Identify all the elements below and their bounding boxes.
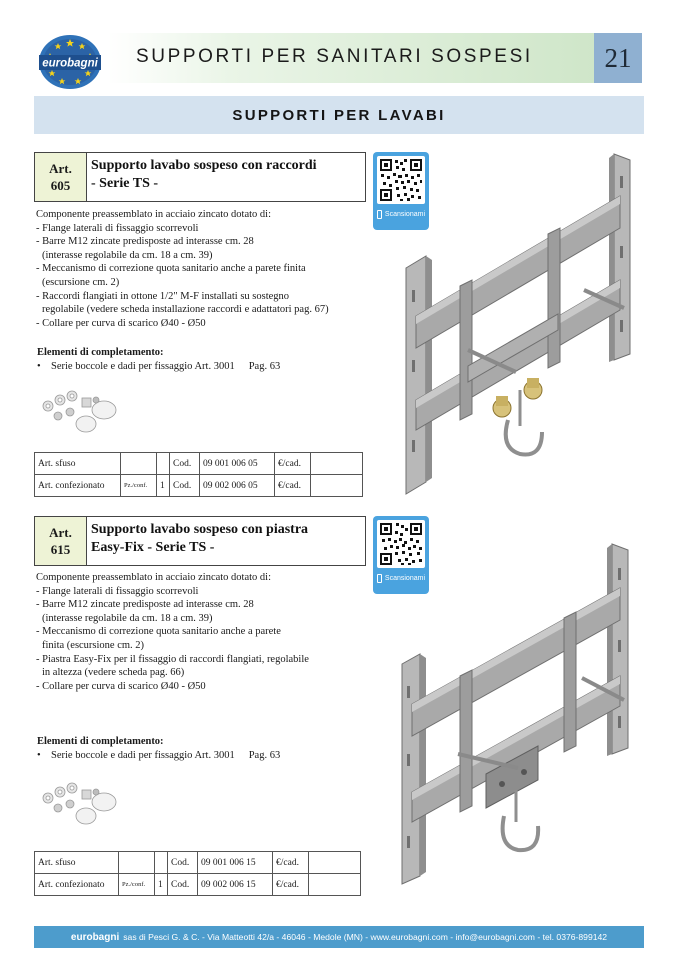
table-row — [35, 874, 361, 896]
article-label: Art. — [49, 161, 72, 176]
description-line: (interasse regolabile da cm. 18 a cm. 39) — [42, 612, 213, 624]
price — [309, 852, 361, 874]
section-title: SUPPORTI PER LAVABI — [232, 106, 446, 124]
price — [311, 453, 363, 475]
fixing-kit-image — [38, 780, 122, 828]
pz-conf: Pz./conf. — [121, 475, 157, 497]
elements-item-text: Serie boccole e dadi per fissaggio Art. 3001 — [51, 750, 235, 761]
description-line: Componente preassemblato in acciaio zincato dotato di: — [36, 572, 272, 583]
phone-icon — [377, 574, 382, 583]
product-title-line2: Easy-Fix - Serie TS - — [91, 540, 215, 555]
pz-conf: Pz./conf. — [119, 874, 155, 896]
pz-conf — [119, 852, 155, 874]
product-header-615 — [34, 516, 366, 566]
description-line: (interasse regolabile da cm. 18 a cm. 39) — [42, 249, 213, 261]
description-line: - Flange laterali di fissaggio scorrevoli — [36, 222, 199, 234]
price-unit: €/cad. — [273, 852, 309, 874]
description-line: - Raccordi flangiati in ottone 1/2" M-F installati su sostegno — [36, 290, 290, 302]
article-box — [35, 517, 87, 565]
elements-item-page: Pag. 63 — [248, 361, 281, 372]
footer-contact: sas di Pesci G. & C. - Via Matteotti 42/a - 46046 - Medole (MN) - www.eurobagni.com - info@eurobagni.com - tel. 0376-899142 — [123, 932, 608, 942]
elements-item — [37, 361, 280, 372]
article-number: 615 — [50, 542, 71, 557]
bullet: • — [37, 361, 41, 372]
elements-title: Elementi di completamento: — [37, 347, 164, 358]
cod-label: Cod. — [170, 475, 200, 497]
description-line: - Piastra Easy-Fix per il fissaggio di raccordi flangiati, regolabile — [36, 653, 309, 665]
row-label: Art. sfuso — [35, 453, 121, 475]
table-row — [35, 852, 361, 874]
price — [309, 874, 361, 896]
code: 09 002 006 15 — [198, 874, 273, 896]
eurobagni-logo — [38, 34, 102, 90]
product-drawing-605 — [398, 150, 640, 500]
elements-item — [37, 750, 280, 761]
bullet: • — [37, 750, 41, 761]
fixing-kit-image — [38, 388, 122, 436]
footer-bar — [34, 926, 644, 948]
code: 09 002 006 05 — [200, 475, 275, 497]
cod-label: Cod. — [168, 874, 198, 896]
article-box — [35, 153, 87, 201]
description-line: - Meccanismo di correzione quota sanitario anche a parete — [36, 626, 281, 638]
table-row — [35, 475, 363, 497]
price-unit: €/cad. — [275, 475, 311, 497]
pz-conf — [121, 453, 157, 475]
product-title-line2: - Serie TS - — [91, 176, 159, 191]
cod-label: Cod. — [168, 852, 198, 874]
description-line: - Barre M12 zincate predisposte ad interasse cm. 28 — [36, 236, 254, 248]
elements-item-page: Pag. 63 — [248, 750, 281, 761]
footer-brand: eurobagni — [70, 931, 120, 943]
product-description-605 — [36, 208, 366, 330]
qty — [155, 852, 168, 874]
description-line: Componente preassemblato in acciaio zincato dotato di: — [36, 209, 272, 220]
price-table-605 — [34, 452, 363, 497]
price-table-615 — [34, 851, 361, 896]
cod-label: Cod. — [170, 453, 200, 475]
qr-label-text: Scansionami — [384, 575, 425, 582]
code: 09 001 006 05 — [200, 453, 275, 475]
description-line: - Collare per curva di scarico Ø40 - Ø50 — [36, 317, 206, 329]
description-line: - Collare per curva di scarico Ø40 - Ø50 — [36, 680, 206, 692]
product-title — [91, 157, 363, 193]
description-line: - Flange laterali di fissaggio scorrevoli — [36, 585, 199, 597]
qty: 1 — [157, 475, 170, 497]
description-line: - Meccanismo di correzione quota sanitario anche a parete finita — [36, 263, 306, 275]
product-header-605 — [34, 152, 366, 202]
elements-title: Elementi di completamento: — [37, 736, 164, 747]
row-label: Art. confezionato — [35, 475, 121, 497]
description-line: finita (escursione cm. 2) — [42, 639, 145, 651]
section-band — [34, 96, 644, 134]
product-title-line1: Supporto lavabo sospeso con raccordi — [91, 158, 317, 173]
qty — [157, 453, 170, 475]
qr-label-text: Scansionami — [384, 211, 425, 218]
product-title-line1: Supporto lavabo sospeso con piastra — [91, 522, 309, 537]
price-unit: €/cad. — [275, 453, 311, 475]
qty: 1 — [155, 874, 168, 896]
price-unit: €/cad. — [273, 874, 309, 896]
description-line: regolabile (vedere scheda installazione raccordi e adattatori pag. 67) — [42, 304, 329, 316]
price — [311, 475, 363, 497]
logo-text: eurobagni — [42, 57, 98, 70]
description-line: (escursione cm. 2) — [42, 276, 120, 288]
phone-icon — [377, 210, 382, 219]
row-label: Art. sfuso — [35, 852, 119, 874]
product-title — [91, 521, 363, 557]
elements-item-text: Serie boccole e dadi per fissaggio Art. 3001 — [51, 361, 235, 372]
table-row — [35, 453, 363, 475]
product-description-615 — [36, 571, 366, 693]
description-line: - Barre M12 zincate predisposte ad interasse cm. 28 — [36, 599, 254, 611]
page-number: 21 — [594, 33, 642, 83]
row-label: Art. confezionato — [35, 874, 119, 896]
product-drawing-615 — [398, 540, 640, 890]
article-number: 605 — [50, 178, 71, 193]
page-header-title: SUPPORTI PER SANITARI SOSPESI — [136, 46, 533, 67]
description-line: in altezza (vedere scheda pag. 66) — [42, 667, 185, 679]
code: 09 001 006 15 — [198, 852, 273, 874]
article-label: Art. — [49, 525, 72, 540]
